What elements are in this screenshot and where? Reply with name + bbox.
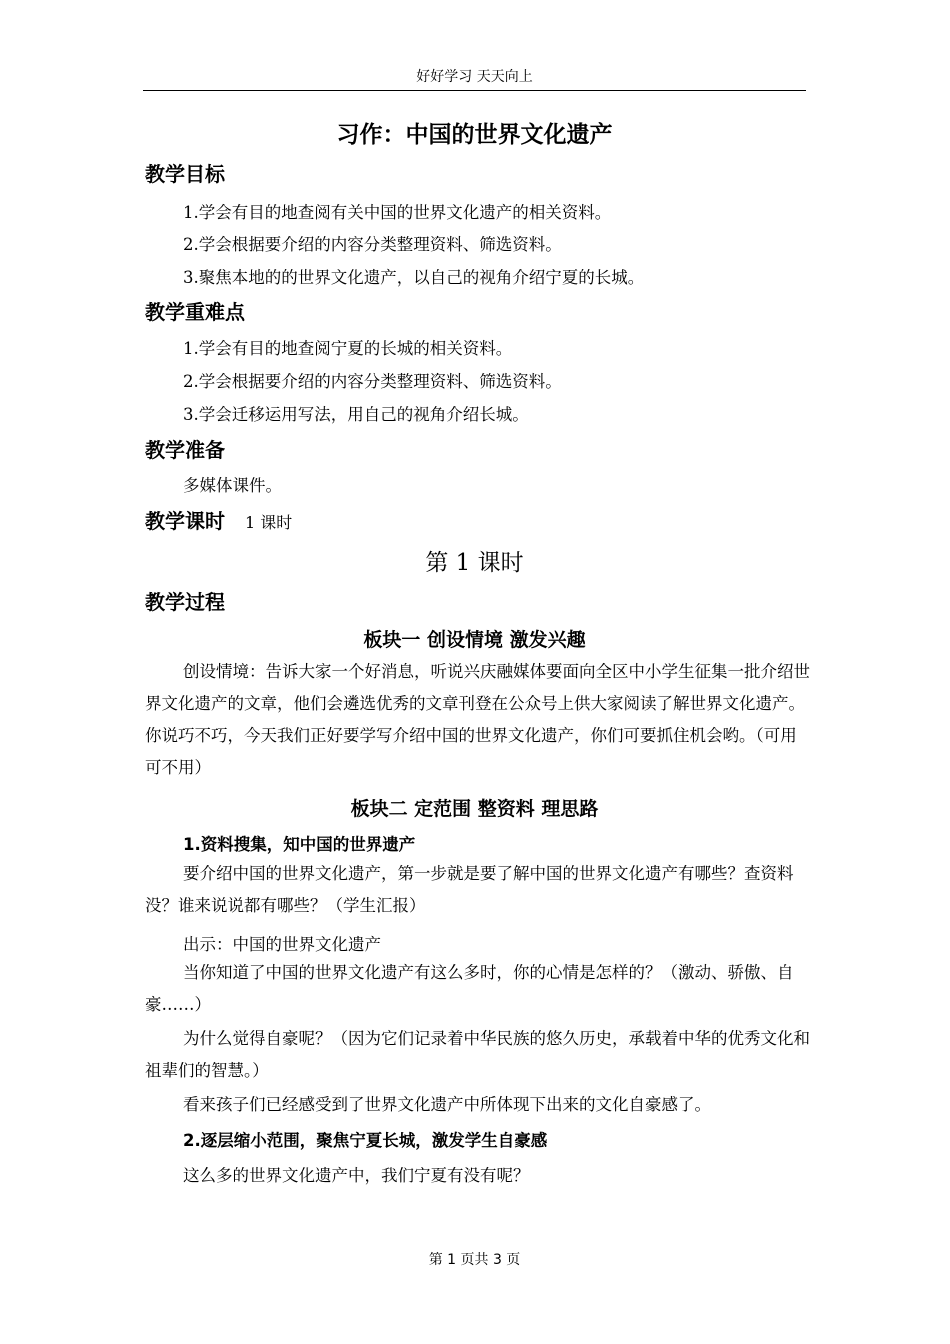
block1-title: 板块一 创设情境 激发兴趣 bbox=[363, 629, 586, 651]
page-footer: 第 1 页共 3 页 bbox=[428, 1252, 521, 1268]
block2-paragraph-2: 出示：中国的世界文化遗产 bbox=[183, 935, 381, 954]
block2-subheading-2: 2.逐层缩小范围，聚焦宁夏长城，激发学生自豪感 bbox=[183, 1131, 548, 1150]
block2-paragraph-3: 当你知道了中国的世界文化遗产有这么多时，你的心情是怎样的？（激动、骄傲、自豪……） bbox=[145, 963, 794, 1014]
key-item-2: 2.学会根据要介绍的内容分类整理资料、筛选资料。 bbox=[183, 372, 562, 391]
lesson-title: 第 1 课时 bbox=[425, 550, 524, 576]
heading-process: 教学过程 bbox=[145, 590, 225, 614]
hours-label: 教学课时 bbox=[145, 509, 225, 533]
heading-hours bbox=[145, 505, 292, 534]
block2-paragraph-5: 看来孩子们已经感受到了世界文化遗产中所体现下出来的文化自豪感了。 bbox=[183, 1095, 711, 1114]
block2-paragraph-1: 要介绍中国的世界文化遗产，第一步就是要了解中国的世界文化遗产有哪些？查资料没？谁来说说都有哪些？（学生汇报） bbox=[145, 864, 794, 915]
hours-value: 1 课时 bbox=[245, 513, 293, 532]
block2-paragraph-4: 为什么觉得自豪呢？（因为它们记录着中华民族的悠久历史，承载着中华的优秀文化和祖辈们的智慧。） bbox=[145, 1029, 810, 1080]
block2-title: 板块二 定范围 整资料 理思路 bbox=[350, 798, 599, 820]
heading-goals: 教学目标 bbox=[145, 162, 225, 186]
goal-item-2: 2.学会根据要介绍的内容分类整理资料、筛选资料。 bbox=[183, 235, 562, 254]
block1-paragraph: 创设情境：告诉大家一个好消息，听说兴庆融媒体要面向全区中小学生征集一批介绍世界文化遗产的文章，他们会遴选优秀的文章刊登在公众号上供大家阅读了解世界文化遗产。你说巧不巧，今天我们正好要学写介绍中国的世界文化遗产，你们可要抓住机会哟。（可用可不用） bbox=[145, 662, 810, 777]
heading-key-points: 教学重难点 bbox=[145, 300, 245, 324]
goal-item-1: 1.学会有目的地查阅有关中国的世界文化遗产的相关资料。 bbox=[183, 203, 612, 222]
block2-subheading-1: 1.资料搜集，知中国的世界遗产 bbox=[183, 835, 416, 854]
key-item-3: 3.学会迁移运用写法，用自己的视角介绍长城。 bbox=[183, 405, 529, 424]
heading-preparation: 教学准备 bbox=[145, 438, 225, 462]
block2-paragraph-6: 这么多的世界文化遗产中，我们宁夏有没有呢？ bbox=[183, 1166, 530, 1185]
key-item-1: 1.学会有目的地查阅宁夏的长城的相关资料。 bbox=[183, 339, 513, 358]
goal-item-3: 3.聚焦本地的的世界文化遗产，以自己的视角介绍宁夏的长城。 bbox=[183, 268, 645, 287]
document-title: 习作：中国的世界文化遗产 bbox=[336, 122, 613, 148]
page-header: 好好学习 天天向上 bbox=[143, 66, 806, 91]
preparation-text: 多媒体课件。 bbox=[183, 476, 282, 495]
